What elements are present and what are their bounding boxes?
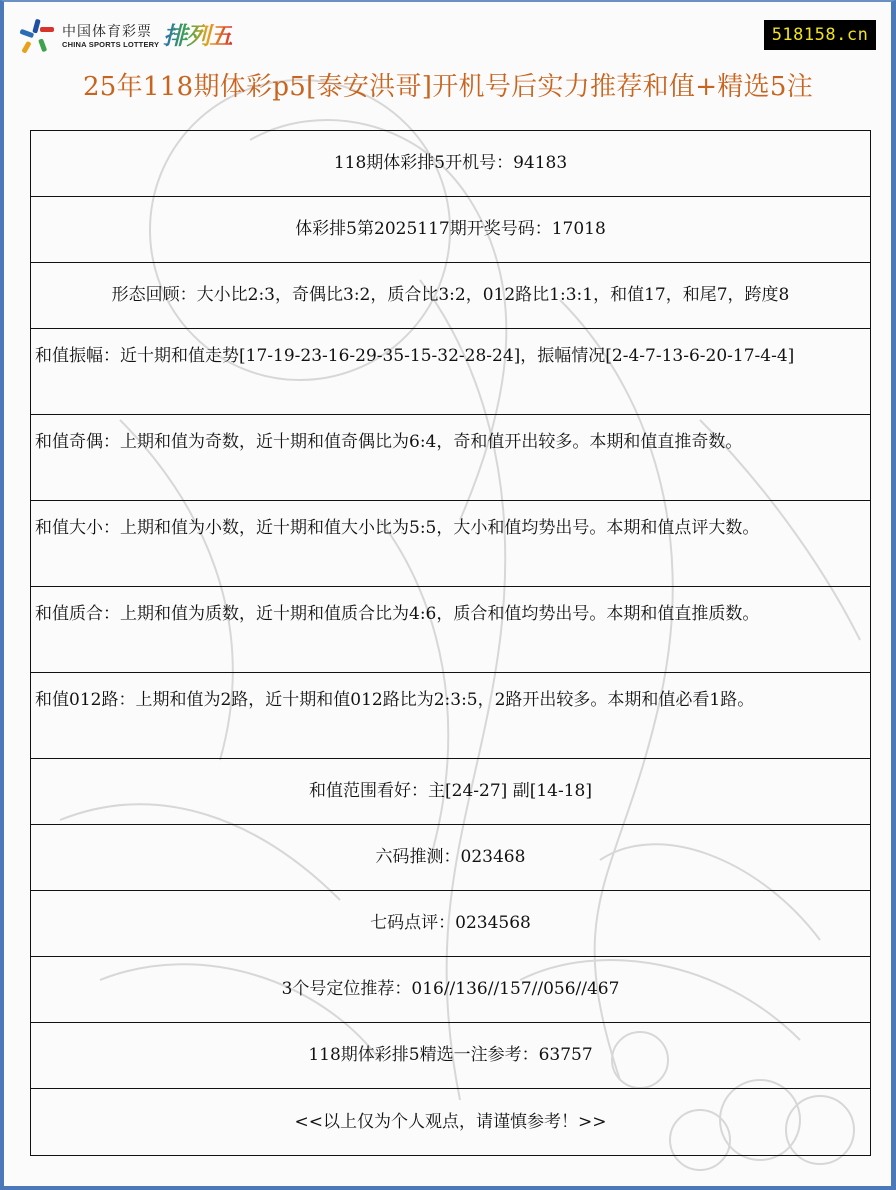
prediction-table — [30, 130, 871, 1156]
table-row-last-draw — [31, 197, 870, 263]
lottery-star-logo-icon — [18, 17, 56, 55]
row-text: 和值范围看好：主[24-27] 副[14-18] — [309, 781, 592, 801]
table-row-sum-range — [31, 759, 870, 825]
table-row-sum-012-route — [31, 673, 870, 759]
row-text: 和值大小：上期和值为小数，近十期和值大小比为5:5，大小和值均势出号。本期和值点评大数。 — [35, 518, 760, 538]
row-text: 和值012路：上期和值为2路，近十期和值012路比为2:3:5，2路开出较多。本期和值必看1路。 — [35, 690, 755, 710]
table-row-sum-big-small — [31, 501, 870, 587]
logo-en-name: CHINA SPORTS LOTTERY — [62, 39, 160, 49]
table-row-sum-amplitude — [31, 329, 870, 415]
row-text: 和值振幅：近十期和值走势[17-19-23-16-29-35-15-32-28-24]，振幅情况[2-4-7-13-6-20-17-4-4] — [35, 346, 795, 366]
table-row-sum-odd-even — [31, 415, 870, 501]
row-text: 118期体彩排5开机号：94183 — [333, 153, 568, 173]
logo-game-name: 排列五 — [163, 22, 233, 50]
logo-text — [62, 24, 159, 49]
lottery-logo — [18, 16, 232, 56]
row-text: 六码推测：023468 — [375, 847, 526, 867]
table-row-disclaimer — [31, 1089, 870, 1155]
row-text: 118期体彩排5精选一注参考：63757 — [308, 1045, 593, 1065]
row-text: 和值质合：上期和值为质数，近十期和值质合比为4:6，质合和值均势出号。本期和值直推质数。 — [35, 604, 760, 624]
site-badge[interactable]: 518158.cn — [764, 20, 876, 50]
table-row-position-picks — [31, 957, 870, 1023]
table-row-six-codes — [31, 825, 870, 891]
table-row-featured-pick — [31, 1023, 870, 1089]
page-title: 25年118期体彩p5[泰安洪哥]开机号后实力推荐和值+精选5注 — [82, 72, 814, 102]
table-row-pattern-review — [31, 263, 870, 329]
page-header — [0, 0, 896, 125]
row-text: 七码点评：0234568 — [370, 913, 531, 933]
row-text: 3个号定位推荐：016//136//157//056//467 — [281, 979, 620, 999]
row-text: 体彩排5第2025117期开奖号码：17018 — [295, 219, 606, 239]
row-text: <<以上仅为个人观点，请谨慎参考！>> — [294, 1111, 607, 1132]
logo-cn-name: 中国体育彩票 — [62, 23, 152, 40]
table-row-seven-codes — [31, 891, 870, 957]
row-text: 形态回顾：大小比2:3，奇偶比3:2，质合比3:2，012路比1:3:1，和值17，和尾7，跨度8 — [111, 285, 790, 305]
row-text: 和值奇偶：上期和值为奇数，近十期和值奇偶比为6:4，奇和值开出较多。本期和值直推奇数。 — [35, 432, 743, 452]
table-row-test-number — [31, 131, 870, 197]
table-row-sum-prime-composite — [31, 587, 870, 673]
